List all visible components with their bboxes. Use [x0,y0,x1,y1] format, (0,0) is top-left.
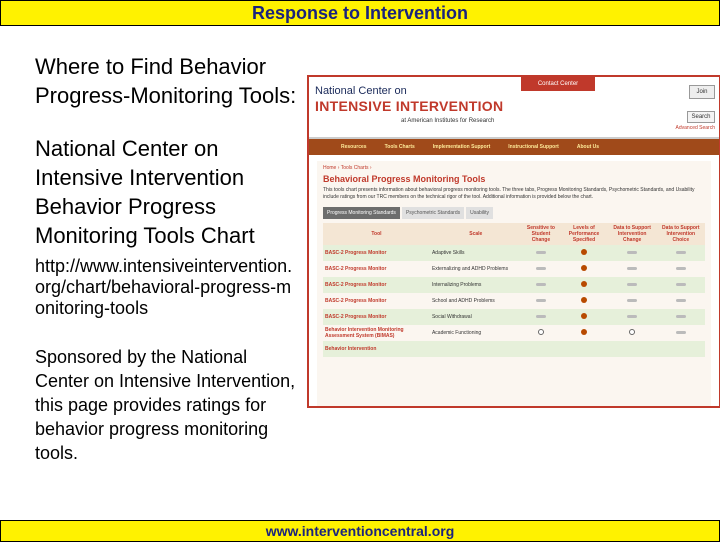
chart-tabs [323,207,705,219]
dash-icon [627,315,637,318]
tool-name-cell[interactable]: BASC-2 Progress Monitor [325,266,387,272]
empty-bubble-icon [538,329,544,335]
full-bubble-icon [581,297,587,303]
dash-icon [627,283,637,286]
rating-cell [560,245,607,261]
slide-title-banner [0,0,720,26]
nav-about-us[interactable]: About Us [576,144,600,150]
column-header-scale: Scale [430,223,522,245]
dash-icon [627,267,637,270]
column-header-tool: Tool [323,223,430,245]
nav-tools-charts[interactable]: Tools Charts [384,144,415,150]
org-name-sub: at American Institutes for Research [401,118,495,124]
table-row [323,341,705,357]
scale-cell: Adaptive Skills [430,245,522,261]
rating-cell [560,341,607,357]
rating-cell [657,261,705,277]
rating-cell [522,341,561,357]
tool-name-cell[interactable]: BASC-2 Progress Monitor [325,298,387,304]
table-row [323,245,705,261]
scale-cell [430,341,522,357]
full-bubble-icon [581,313,587,319]
org-name-main: INTENSIVE INTERVENTION [315,98,504,114]
tab-psychometric-standards[interactable]: Psychometric Standards [402,207,464,219]
empty-bubble-icon [629,329,635,335]
page-description: This tools chart presents information about behavioral progress monitoring tools. The three tabs, Progress Monitoring Standards, Psychometric Standards, and Usability include ratings from our TRC members on the technical rigor of the tool. Additional information is provided below the chart. [323,187,695,200]
rating-cell [560,325,607,341]
column-header-intervention-choice: Data to Support Intervention Choice [657,223,705,245]
tool-name-cell[interactable]: BASC-2 Progress Monitor [323,277,430,293]
rating-cell [522,261,561,277]
column-header-sensitive: Sensitive to Student Change [522,223,561,245]
tool-name-cell[interactable]: Behavior Intervention [323,341,430,357]
scale-cell: Academic Functioning [431,330,482,336]
tool-name-cell[interactable]: BASC-2 Progress Monitor [323,245,430,261]
scale-cell: School and ADHD Problems [431,298,495,304]
join-button[interactable]: Join [689,85,715,99]
rating-cell [608,277,657,293]
contact-tab[interactable]: Contact Center [521,77,595,91]
tools-chart-table [323,223,705,357]
page-title: Behavioral Progress Monitoring Tools [323,174,486,184]
footer-site: www.interventioncentral.org [265,523,455,539]
breadcrumb[interactable]: Home › Tools Charts › [323,165,372,171]
footer-banner [0,520,720,542]
column-header-levels: Levels of Performance Specified [560,223,607,245]
site-header [309,77,719,137]
full-bubble-icon [581,329,587,335]
table-row [323,325,705,341]
rating-cell [560,309,607,325]
tab-progress-monitoring-standards[interactable]: Progress Monitoring Standards [323,207,400,219]
dash-icon [676,315,686,318]
rating-cell [522,245,561,261]
rating-cell [608,325,657,341]
rating-cell [560,261,607,277]
rating-cell [522,277,561,293]
chart-body [323,245,705,357]
dash-icon [676,331,686,334]
dash-icon [676,251,686,254]
tool-name-text: National Center on Intensive Intervention Behavior Progress Monitoring Tools Chart [35,136,255,248]
rating-cell [522,309,561,325]
tool-name-cell[interactable]: Behavior Intervention Monitoring Assessment System (BIMAS) [325,327,404,339]
page-content [317,161,711,408]
org-name-top: National Center on [315,85,407,97]
rating-cell [608,293,657,309]
column-header-intervention-change: Data to Support Intervention Change [608,223,657,245]
tool-name-cell[interactable]: BASC-2 Progress Monitor [323,309,430,325]
advanced-search-link[interactable]: Advanced Search [675,125,715,131]
dash-icon [536,251,546,254]
tool-url-link[interactable]: http://www.intensiveintervention.org/chart/behavioral-progress-monitoring-tools [35,256,293,318]
heading-text: Where to Find Behavior Progress-Monitoring Tools: [35,54,297,108]
table-row [323,293,705,309]
table-row [323,261,705,277]
rating-cell [608,341,657,357]
full-bubble-icon [581,265,587,271]
table-row [323,309,705,325]
search-button[interactable]: Search [687,111,715,123]
dash-icon [676,283,686,286]
scale-cell: Externalizing and ADHD Problems [431,266,509,272]
full-bubble-icon [581,249,587,255]
table-row [323,277,705,293]
nav-resources[interactable]: Resources [341,144,367,150]
rating-cell [608,309,657,325]
scale-cell: Social Withdrawal [430,309,522,325]
rating-cell [657,245,705,261]
rating-cell [522,293,561,309]
nav-implementation-support[interactable]: Implementation Support [432,144,491,150]
rating-cell [608,261,657,277]
rating-cell [560,293,607,309]
slide-title: Response to Intervention [251,3,469,23]
site-nav [309,137,719,155]
dash-icon [536,283,546,286]
rating-cell [522,325,561,341]
rating-cell [608,245,657,261]
rating-cell [657,293,705,309]
dash-icon [676,299,686,302]
rating-cell [560,277,607,293]
nav-instructional-support[interactable]: Instructional Support [508,144,559,150]
rating-cell [657,341,705,357]
text-column [35,52,297,465]
sponsor-description: Sponsored by the National Center on Intensive Intervention, this page provides ratings for behavior progress monitoring tools. [35,347,296,463]
website-screenshot [307,75,720,408]
dash-icon [627,251,637,254]
dash-icon [676,267,686,270]
scale-cell: Internalizing Problems [430,277,522,293]
tab-usability[interactable]: Usability [466,207,493,219]
dash-icon [536,315,546,318]
rating-cell [657,277,705,293]
rating-cell [657,325,705,341]
dash-icon [536,267,546,270]
rating-cell [657,309,705,325]
dash-icon [627,299,637,302]
dash-icon [536,299,546,302]
full-bubble-icon [581,281,587,287]
